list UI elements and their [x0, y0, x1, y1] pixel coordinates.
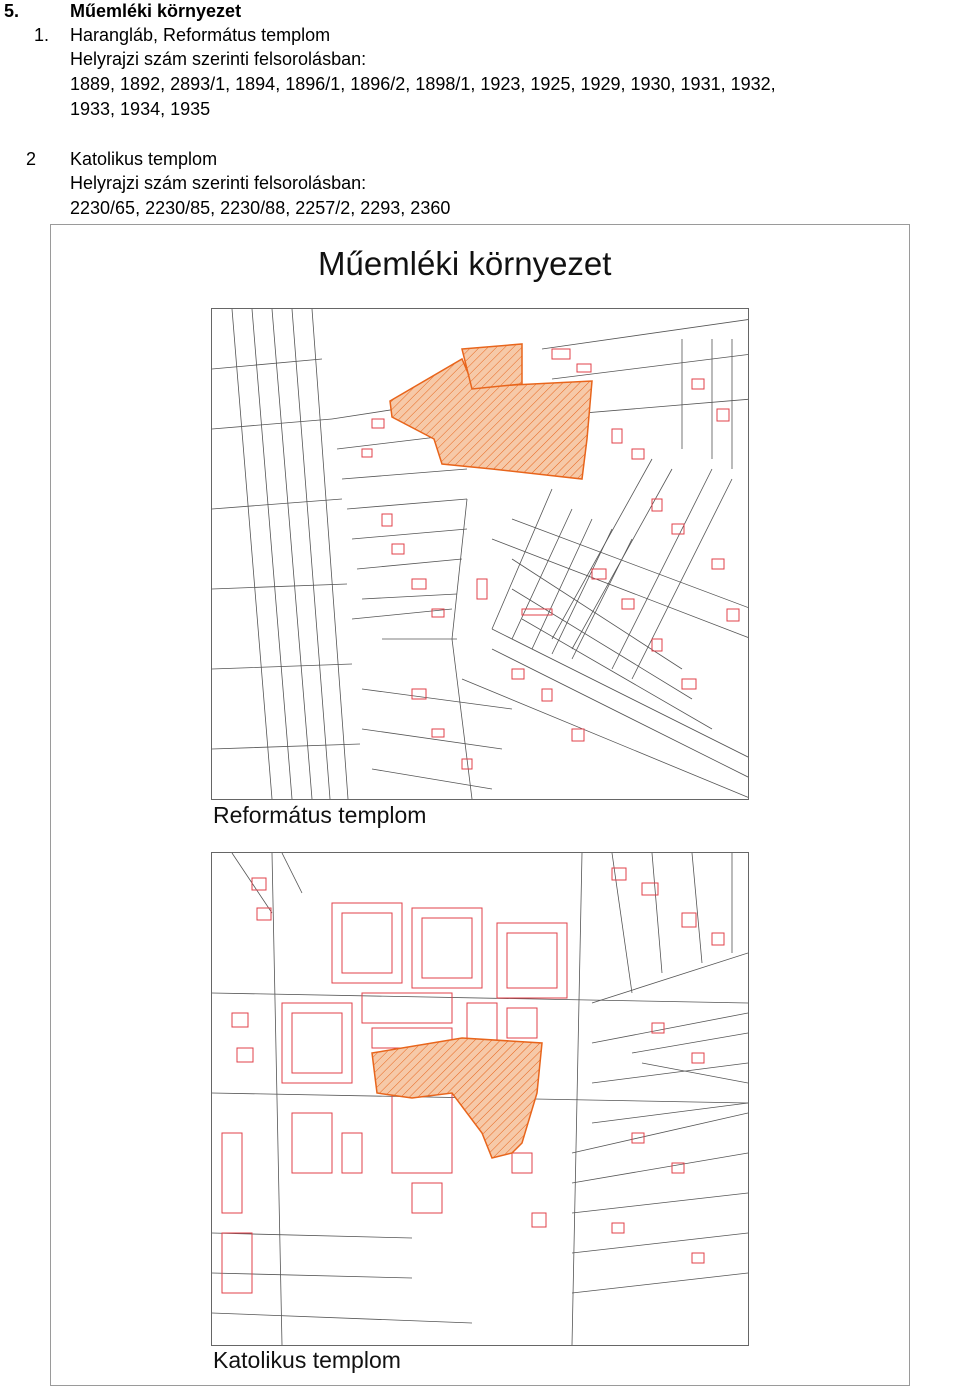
item-2-parcels-line1: 2230/65, 2230/85, 2230/88, 2257/2, 2293, 2360: [70, 198, 451, 218]
item-1-parcels-line1: 1889, 1892, 2893/1, 1894, 1896/1, 1896/2, 1898/1, 1923, 1925, 1929, 1930, 1931, 1932,: [70, 74, 776, 94]
protected-area-2: [372, 1038, 542, 1158]
item-1-parcels-line2: 1933, 1934, 1935: [70, 99, 211, 119]
section-number: 5.: [4, 1, 20, 21]
map-reformatus-drawing: [212, 309, 748, 799]
map-katolikus-caption: Katolikus templom: [213, 1347, 401, 1373]
item-2-number: 2: [26, 149, 37, 169]
item-1-name: Harangláb, Református templom: [70, 25, 331, 45]
protected-area: [390, 344, 592, 479]
map-reformatus-caption: Református templom: [213, 802, 427, 828]
section-title: Műemléki környezet: [70, 1, 242, 21]
map-reformatus: [211, 308, 749, 800]
map-katolikus-drawing: [212, 853, 748, 1345]
item-2-name: Katolikus templom: [70, 149, 218, 169]
item-1-lead: Helyrajzi szám szerinti felsorolásban:: [70, 49, 367, 69]
map-katolikus: [211, 852, 749, 1346]
figure-heading: Műemléki környezet: [318, 245, 612, 282]
item-2-lead: Helyrajzi szám szerinti felsorolásban:: [70, 173, 367, 193]
item-1-number: 1.: [34, 25, 50, 45]
